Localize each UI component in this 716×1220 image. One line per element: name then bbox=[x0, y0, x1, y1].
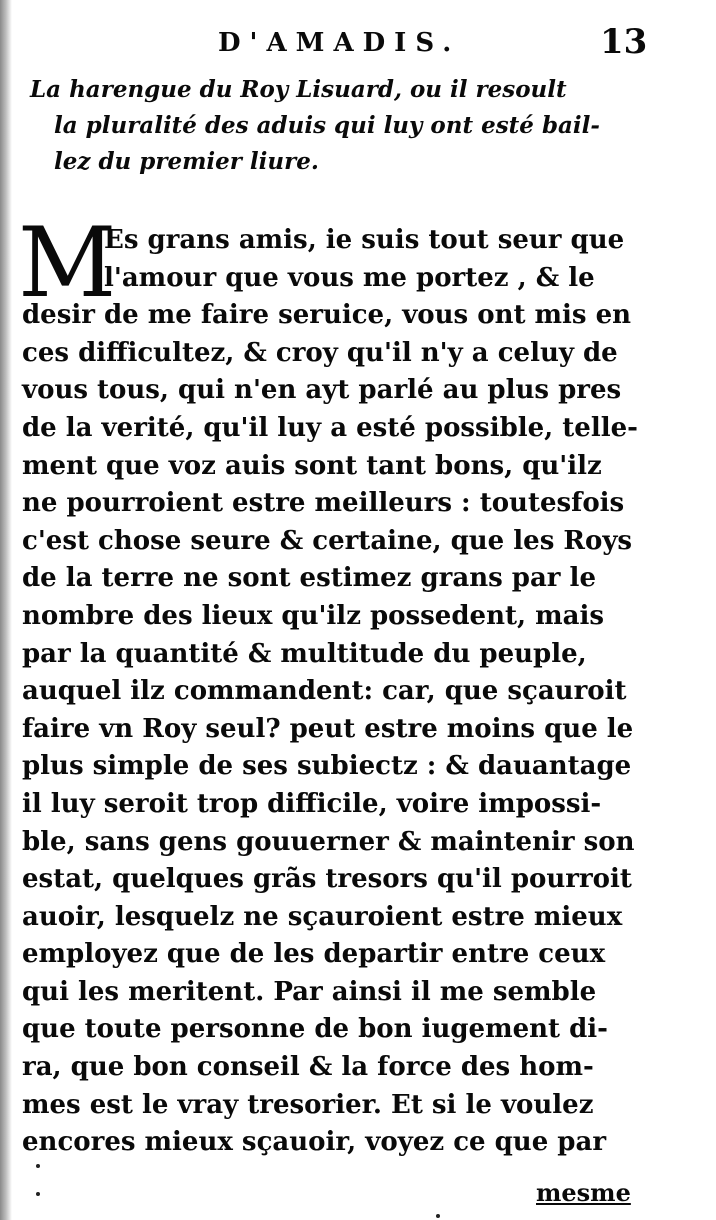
text-line: ne pourroient estre meilleurs : toutesfois bbox=[22, 488, 625, 519]
ink-speck bbox=[436, 1214, 440, 1218]
chapter-heading bbox=[30, 72, 630, 180]
text-line: ment que voz auis sont tant bons, qu'ilz bbox=[22, 450, 602, 481]
running-title: D'AMADIS. bbox=[218, 28, 461, 58]
text-line: estat, quelques grãs tresors qu'il pourroit bbox=[22, 864, 632, 895]
text-line: plus simple de ses subiectz : & dauantage bbox=[22, 751, 632, 782]
drop-capital: M bbox=[18, 207, 117, 319]
heading-line: lez du premier liure. bbox=[54, 148, 319, 175]
text-line: mes est le vray tresorier. Et si le voulez bbox=[22, 1089, 594, 1120]
text-line: employez que de les departir entre ceux bbox=[22, 939, 606, 970]
text-line: que toute personne de bon iugement di- bbox=[22, 1014, 608, 1045]
text-line: de la terre ne sont estimez grans par le bbox=[22, 563, 596, 594]
text-line: qui les meritent. Par ainsi il me semble bbox=[22, 976, 597, 1007]
page-gutter-shadow bbox=[0, 0, 12, 1220]
text-line: faire vn Roy seul? peut estre moins que le bbox=[22, 713, 634, 744]
text-line: Es grans amis, ie suis tout seur que bbox=[104, 225, 625, 255]
ink-speck bbox=[36, 1164, 40, 1168]
text-line: vous tous, qui n'en ayt parlé au plus pres bbox=[22, 375, 622, 406]
ink-speck bbox=[36, 1192, 40, 1196]
body-paragraph bbox=[22, 222, 642, 1162]
text-line: par la quantité & multitude du peuple, bbox=[22, 638, 587, 669]
text-line: l'amour que vous me portez , & le bbox=[104, 262, 595, 293]
text-line: ble, sans gens gouuerner & maintenir son bbox=[22, 826, 635, 857]
text-line: ra, que bon conseil & la force des hom- bbox=[22, 1052, 594, 1083]
heading-line: la pluralité des aduis qui luy ont esté bail- bbox=[54, 112, 600, 139]
text-line: de la verité, qu'il luy a esté possible, telle- bbox=[22, 412, 638, 443]
text-line: auoir, lesquelz ne sçauroient estre mieux bbox=[22, 901, 623, 932]
page-number: 13 bbox=[600, 22, 648, 62]
text-line: c'est chose seure & certaine, que les Roys bbox=[22, 525, 633, 556]
catchword: mesme bbox=[536, 1178, 631, 1207]
text-line: nombre des lieux qu'ilz possedent, mais bbox=[22, 600, 604, 631]
text-line: encores mieux sçauoir, voyez ce que par bbox=[22, 1127, 607, 1158]
text-line: il luy seroit trop difficile, voire impossi- bbox=[22, 788, 602, 819]
heading-line: La harengue du Roy Lisuard, ou il resoult bbox=[30, 76, 567, 103]
text-line: auquel ilz commandent: car, que sçauroit bbox=[22, 676, 627, 707]
text-line: ces difficultez, & croy qu'il n'y a celuy de bbox=[22, 337, 618, 368]
text-line: desir de me faire seruice, vous ont mis en bbox=[22, 300, 632, 331]
